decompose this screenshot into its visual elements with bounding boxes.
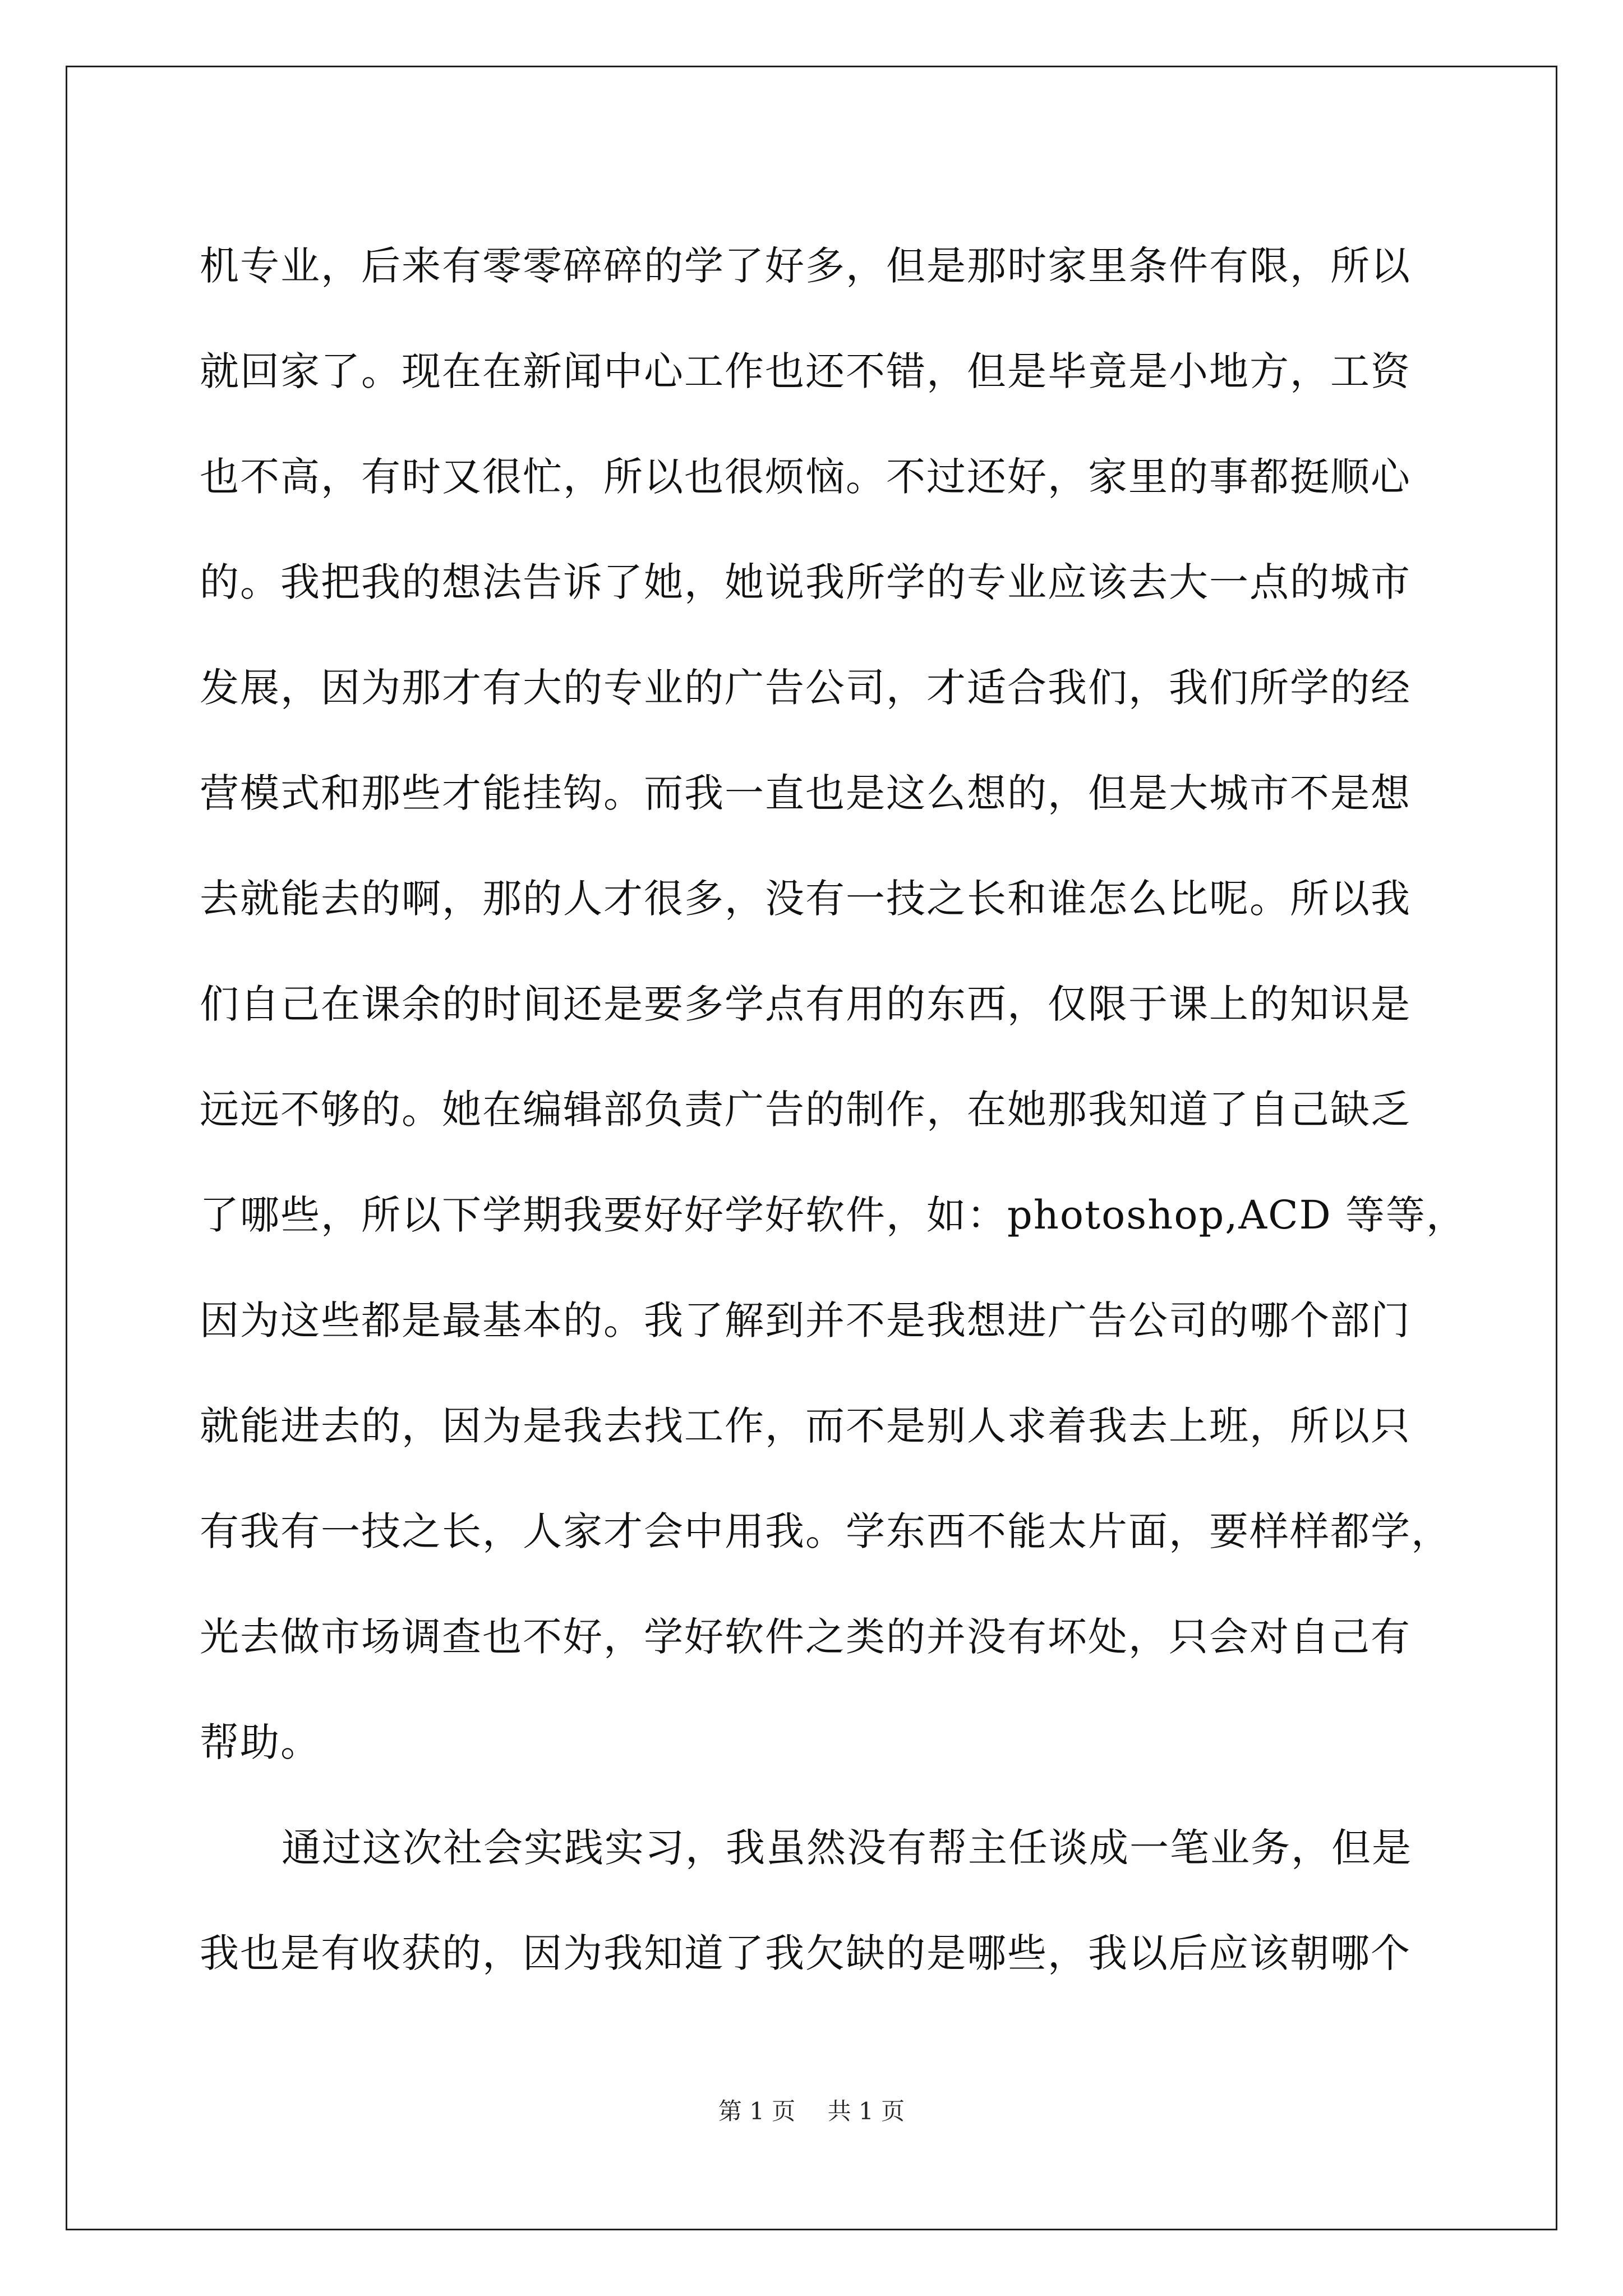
text-line-10: 了哪些，所以下学期我要好好学好软件，如：photoshop,ACD 等等， [200,1192,1467,1238]
text-line-2: 就回家了。现在在新闻中心工作也还不错，但是毕竟是小地方，工资 [200,348,1411,394]
page-total-label: 共 1 页 [827,2097,905,2125]
text-line-11: 因为这些都是最基本的。我了解到并不是我想进广告公司的哪个部门 [200,1297,1411,1343]
text-line-5: 发展，因为那才有大的专业的广告公司，才适合我们，我们所学的经 [200,665,1411,711]
text-line-17: 我也是有收获的，因为我知道了我欠缺的是哪些，我以后应该朝哪个 [200,1930,1411,1976]
text-line-3: 也不高，有时又很忙，所以也很烦恼。不过还好，家里的事都挺顺心 [200,454,1411,500]
document-body [200,213,1467,2006]
text-line-9: 远远不够的。她在编辑部负责广告的制作，在她那我知道了自己缺乏 [200,1087,1411,1133]
text-line-8: 们自己在课余的时间还是要多学点有用的东西，仅限于课上的知识是 [200,981,1411,1027]
text-line-14: 光去做市场调查也不好，学好软件之类的并没有坏处，只会对自己有 [200,1614,1411,1660]
text-line-6: 营模式和那些才能挂钩。而我一直也是这么想的，但是大城市不是想 [200,770,1411,816]
text-line-4: 的。我把我的想法告诉了她，她说我所学的专业应该去大一点的城市 [200,559,1411,605]
text-line-13: 有我有一技之长，人家才会中用我。学东西不能太片面，要样样都学， [200,1508,1451,1554]
text-line-15: 帮助。 [200,1719,321,1765]
text-line-12: 就能进去的，因为是我去找工作，而不是别人求着我去上班，所以只 [200,1403,1411,1449]
page-footer [0,2095,1623,2128]
text-line-16: 通过这次社会实践实习，我虽然没有帮主任谈成一笔业务，但是 [282,1825,1412,1871]
text-line-1: 机专业，后来有零零碎碎的学了好多，但是那时家里条件有限，所以 [200,243,1411,289]
text-line-7: 去就能去的啊，那的人才很多，没有一技之长和谁怎么比呢。所以我 [200,876,1411,922]
page-number-label: 第 1 页 [718,2097,796,2125]
